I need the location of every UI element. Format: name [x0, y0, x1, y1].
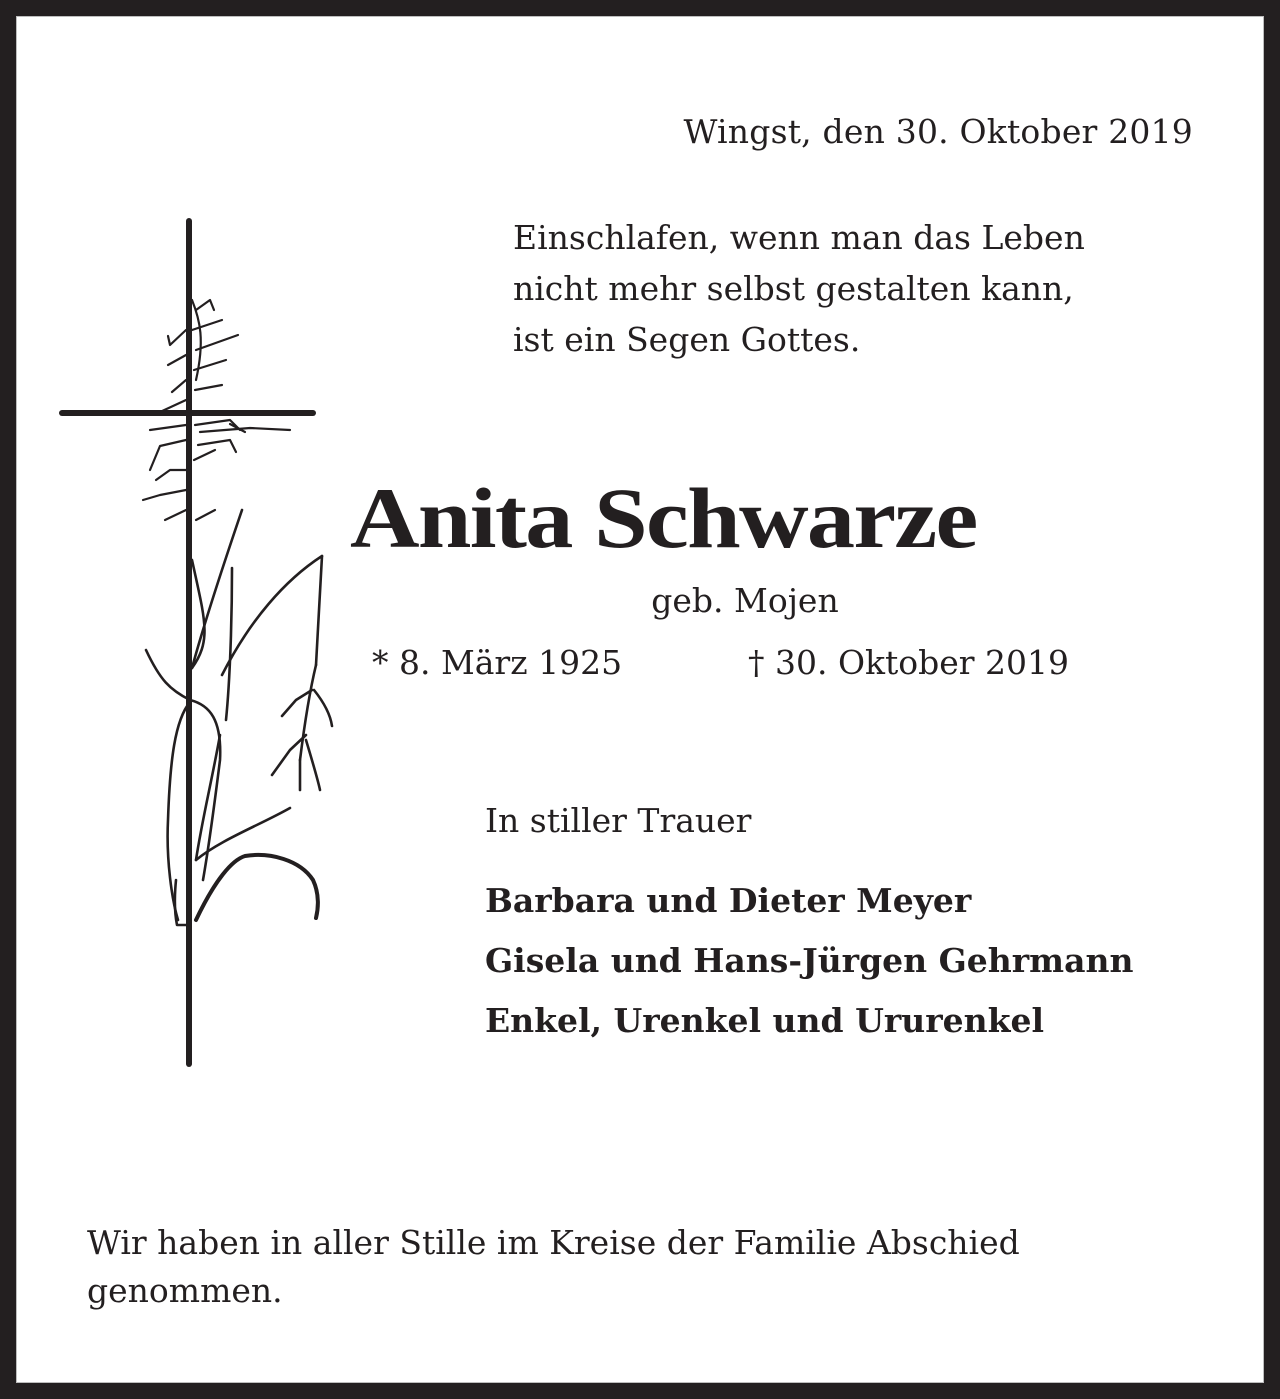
- mourners-list: [485, 871, 1133, 1051]
- mourner: Enkel, Urenkel und Ururenkel: [485, 1001, 1045, 1040]
- maiden-name: geb. Mojen: [651, 581, 839, 620]
- death-date: † 30. Oktober 2019: [748, 643, 1070, 682]
- closing-text: Wir haben in aller Stille im Kreise der Familie Abschied genommen.: [87, 1223, 1020, 1310]
- memorial-quote: [513, 212, 1085, 365]
- quote-line: nicht mehr selbst gestalten kann,: [513, 269, 1074, 308]
- quote-line: Einschlafen, wenn man das Leben: [513, 218, 1085, 257]
- quote-line: ist ein Segen Gottes.: [513, 320, 861, 359]
- birth-date: * 8. März 1925: [372, 643, 623, 682]
- deceased-name: Anita Schwarze: [350, 470, 977, 566]
- mourner: Barbara und Dieter Meyer: [485, 881, 972, 920]
- mourning-intro: In stiller Trauer: [485, 801, 752, 840]
- place-and-date: Wingst, den 30. Oktober 2019: [683, 112, 1193, 151]
- mourner: Gisela und Hans-Jürgen Gehrmann: [485, 941, 1134, 980]
- obituary-notice: [16, 16, 1264, 1383]
